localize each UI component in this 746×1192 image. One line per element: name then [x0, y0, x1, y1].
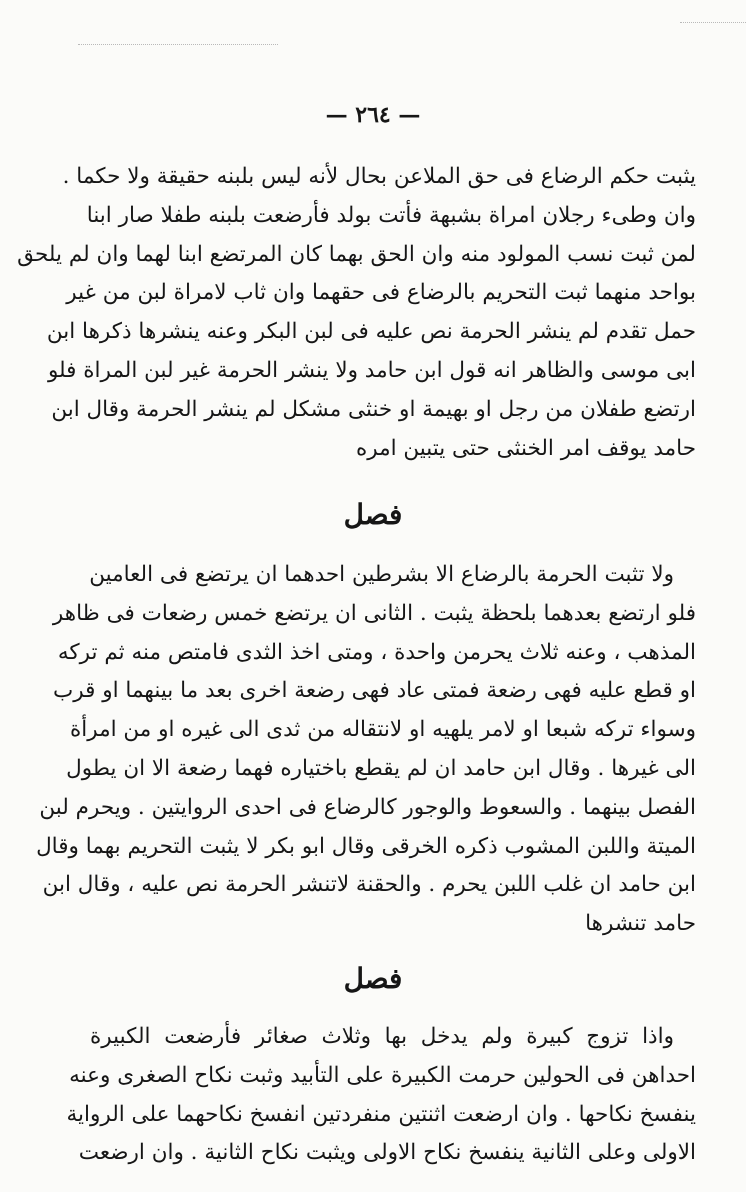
- text-line: ولا تثبت الحرمة بالرضاع الا بشرطين احدهما ان يرتضع فى العامين: [89, 562, 674, 587]
- paragraph-3: [66, 1018, 696, 1173]
- scan-artifact-line: [78, 44, 278, 45]
- text-line: ابى موسى والظاهر انه قول ابن حامد ولا ينشر الحرمة غير لبن المراة فلو: [47, 357, 696, 383]
- text-line: لمن ثبت نسب المولود منه وان الحق بهما كان المرتضع ابنا لهما وان لم يلحق: [17, 241, 696, 267]
- text-line: الى غيرها . وقال ابن حامد ان لم يقطع باختياره فهما رضعة الا ان يطول: [66, 755, 696, 781]
- paragraph-2: [36, 556, 696, 944]
- text-line: وان وطىء رجلان امراة بشبهة فأتت بولد فأرضعت بلبنه طفلا صار ابنا: [86, 202, 696, 228]
- text-line: فلو ارتضع بعدهما بلحظة يثبت . الثانى ان يرتضع خمس رضعات فى ظاهر: [52, 600, 696, 626]
- text-line: او قطع عليه فهى رضعة فمتى عاد فهى رضعة اخرى بعد ما بينهما او قرب: [53, 678, 696, 704]
- text-line: احداهن فى الحولين حرمت الكبيرة على التأبيد وثبت نكاح الصغرى وعنه: [69, 1062, 696, 1088]
- text-line: وسواء تركه شبعا او لامر يلهيه او لانتقاله من ثدى الى غيره او من امرأة: [69, 717, 696, 743]
- text-line: حمل تقدم لم ينشر الحرمة نص عليه فى لبن البكر وعنه ينشرها ذكرها ابن: [46, 319, 696, 345]
- text-line: بواحد منهما ثبت التحريم بالرضاع فى حقهما وان ثاب لامراة لبن من غير: [66, 280, 696, 306]
- text-line: الفصل بينهما . والسعوط والوجور كالرضاع فى احدى الروايتين . ويحرم لبن: [39, 794, 696, 820]
- text-line: حامد يوقف امر الخنثى حتى يتبين امره: [355, 435, 696, 461]
- section-heading: فصل: [343, 498, 403, 531]
- text-line: حامد تنشرها: [585, 911, 696, 937]
- text-line: ارتضع طفلان من رجل او بهيمة او خنثى مشكل لم ينشر الحرمة وقال ابن: [51, 396, 696, 422]
- text-line: ينفسخ نكاحها . وان ارضعت اثنتين منفردتين انفسخ نكاحهما على الرواية: [66, 1101, 696, 1127]
- text-line: المذهب ، وعنه ثلاث يحرمن واحدة ، ومتى اخذ الثدى فامتص منه ثم تركه: [57, 639, 696, 665]
- text-line: ابن حامد ان غلب اللبن يحرم . والحقنة لاتنشر الحرمة نص عليه ، وقال ابن: [42, 872, 696, 898]
- paragraph-1: [17, 158, 696, 468]
- text-line: واذا تزوج كبيرة ولم يدخل بها وثلاث صغائر فأرضعت الكبيرة: [90, 1024, 674, 1049]
- text-line: الاولى وعلى الثانية ينفسخ نكاح الاولى ويثبت نكاح الثانية . وان ارضعت: [78, 1140, 696, 1166]
- text-line: الميتة واللبن المشوب ذكره الخرقى وقال ابو بكر لا يثبت التحريم بهما وقال: [36, 833, 696, 859]
- text-line: يثبت حكم الرضاع فى حق الملاعن بحال لأنه ليس بلبنه حقيقة ولا حكما .: [62, 164, 696, 189]
- page-number: — ٢٦٤ —: [325, 102, 421, 128]
- section-heading: فصل: [343, 962, 403, 995]
- scan-artifact-line: [680, 22, 746, 23]
